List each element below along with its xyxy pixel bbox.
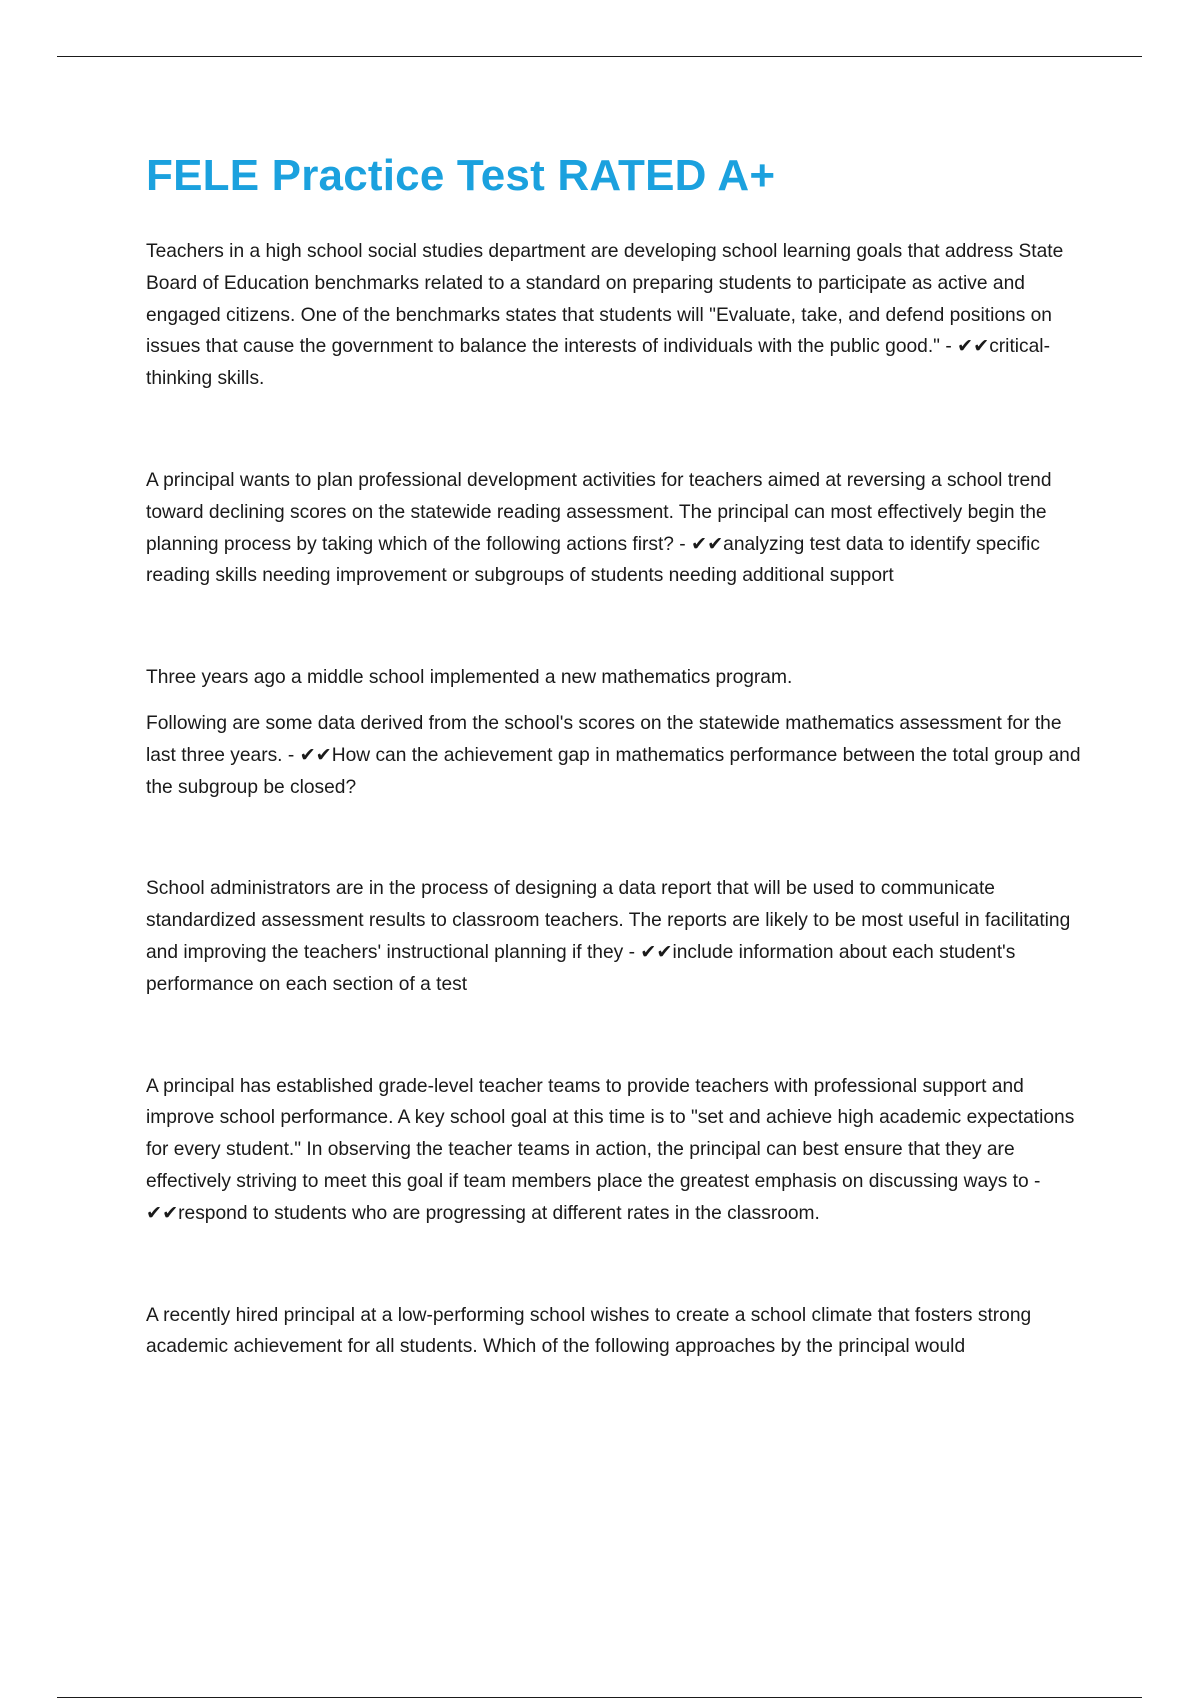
- qa-item-6: [146, 1300, 1096, 1364]
- spacer: [146, 395, 1096, 465]
- separator: -: [673, 533, 692, 555]
- qa-item-5: [146, 1071, 1096, 1230]
- question-text: Teachers in a high school social studies department are developing school learning goals that address State Board of Education benchmarks related to a standard on preparing students to participate as active and engaged citizens. One of the benchmarks states that students will "Evaluate, take, and defend positions on issues that cause the government to balance the interests of individuals with the public good.": [146, 241, 1064, 358]
- check-icon: ✔✔: [640, 941, 673, 963]
- spacer: [146, 1001, 1096, 1071]
- qa-item-2: [146, 465, 1096, 592]
- document-page: [146, 146, 1096, 1363]
- check-icon: ✔✔: [146, 1202, 179, 1224]
- spacer: [146, 803, 1096, 873]
- question-text: A principal has established grade-level teacher teams to provide teachers with professional support and improve school performance. A key school goal at this time is to "set and achieve high academic expectations for every student." In observing the teacher teams in action, the principal can best ensure that they are effectively striving to meet this goal if team members place the greatest emphasis on discussing ways to: [146, 1075, 1075, 1192]
- check-icon: ✔✔: [299, 744, 332, 766]
- spacer: [146, 592, 1096, 662]
- spacer: [146, 1230, 1096, 1300]
- answer-text: critical-thinking skills.: [146, 336, 1050, 390]
- answer-text: How can the achievement gap in mathematics performance between the total group and the subgroup be closed?: [146, 744, 1081, 798]
- qa-item-3: [146, 708, 1096, 803]
- header-rule: [57, 56, 1142, 57]
- check-icon: ✔✔: [691, 533, 724, 555]
- separator: -: [1028, 1170, 1041, 1192]
- qa-item-4: [146, 873, 1096, 1000]
- separator: -: [623, 941, 641, 963]
- question-text: A principal wants to plan professional development activities for teachers aimed at reversing a school trend toward declining scores on the statewide reading assessment. The principal can most effectively begin the planning process by taking which of the following actions first?: [146, 469, 1052, 555]
- separator: -: [939, 336, 958, 358]
- footer-rule: [57, 1697, 1142, 1698]
- separator: -: [282, 744, 300, 766]
- question-text: Following are some data derived from the school's scores on the statewide mathematics assessment for the last three years.: [146, 712, 1062, 766]
- question-text: A recently hired principal at a low-performing school wishes to create a school climate that fosters strong academic achievement for all students. Which of the following approaches by the principal would: [146, 1304, 1032, 1358]
- answer-text: respond to students who are progressing at different rates in the classroom.: [178, 1202, 820, 1224]
- question-text: School administrators are in the process of designing a data report that will be used to communicate standardized assessment results to classroom teachers. The reports are likely to be most useful in facilitating and improving the teachers' instructional planning if they: [146, 878, 1071, 963]
- page-title: FELE Practice Test RATED A+: [146, 151, 776, 200]
- qa-item-3-intro: Three years ago a middle school implemented a new mathematics program.: [146, 667, 793, 689]
- qa-item-1: [146, 236, 1096, 395]
- answer-text: analyzing test data to identify specific reading skills needing improvement or subgroups of students needing additional support: [146, 533, 1040, 587]
- answer-text: include information about each student's performance on each section of a test: [146, 941, 1016, 995]
- check-icon: ✔✔: [957, 336, 990, 358]
